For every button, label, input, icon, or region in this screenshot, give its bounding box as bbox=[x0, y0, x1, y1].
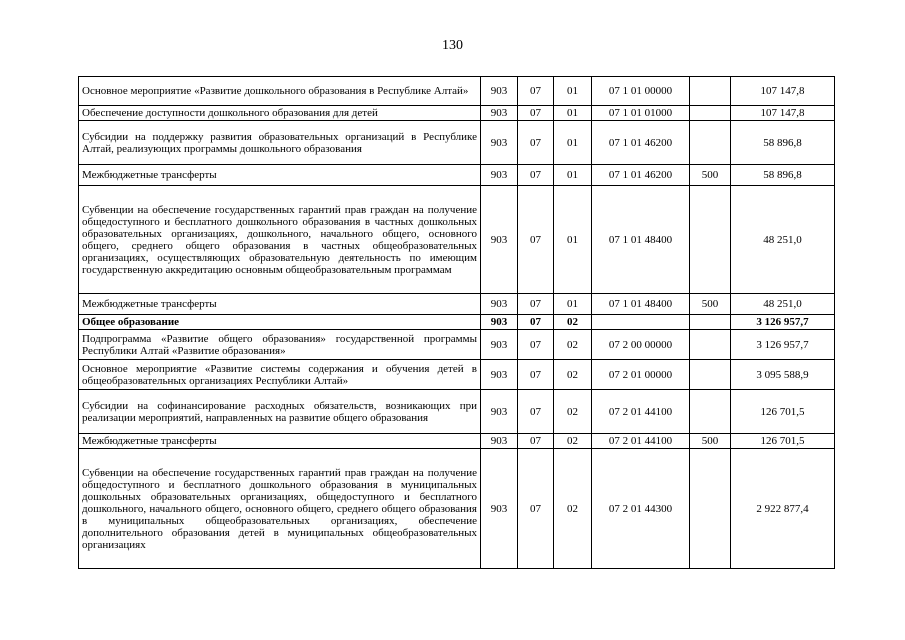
row-name: Основное мероприятие «Развитие дошкольного образования в Республике Алтай» bbox=[79, 77, 481, 106]
subsection-code: 02 bbox=[554, 390, 592, 434]
admin-code: 903 bbox=[481, 360, 518, 390]
admin-code: 903 bbox=[481, 330, 518, 360]
target-article: 07 1 01 46200 bbox=[592, 121, 690, 165]
table-row bbox=[79, 315, 835, 330]
section-code: 07 bbox=[518, 330, 554, 360]
subsection-code: 01 bbox=[554, 165, 592, 186]
amount: 126 701,5 bbox=[731, 390, 835, 434]
page-number: 130 bbox=[442, 38, 463, 53]
expense-type bbox=[690, 449, 731, 569]
amount: 3 126 957,7 bbox=[731, 330, 835, 360]
expense-type bbox=[690, 186, 731, 294]
subsection-code: 02 bbox=[554, 434, 592, 449]
target-article: 07 1 01 46200 bbox=[592, 165, 690, 186]
amount: 2 922 877,4 bbox=[731, 449, 835, 569]
section-code: 07 bbox=[518, 106, 554, 121]
row-name: Подпрограмма «Развитие общего образования» государственной программы Республики Алтай «Развитие образования» bbox=[79, 330, 481, 360]
expense-type: 500 bbox=[690, 294, 731, 315]
row-name: Основное мероприятие «Развитие системы содержания и обучения детей в общеобразовательных организациях Республики Алтай» bbox=[79, 360, 481, 390]
admin-code: 903 bbox=[481, 77, 518, 106]
target-article: 07 1 01 48400 bbox=[592, 186, 690, 294]
subsection-code: 02 bbox=[554, 315, 592, 330]
subsection-code: 02 bbox=[554, 449, 592, 569]
table-row bbox=[79, 106, 835, 121]
subsection-code: 02 bbox=[554, 360, 592, 390]
subsection-code: 01 bbox=[554, 77, 592, 106]
section-code: 07 bbox=[518, 315, 554, 330]
section-code: 07 bbox=[518, 294, 554, 315]
subsection-code: 02 bbox=[554, 330, 592, 360]
expense-type: 500 bbox=[690, 165, 731, 186]
amount: 58 896,8 bbox=[731, 121, 835, 165]
section-code: 07 bbox=[518, 77, 554, 106]
table-row bbox=[79, 330, 835, 360]
amount: 107 147,8 bbox=[731, 106, 835, 121]
section-code: 07 bbox=[518, 121, 554, 165]
row-name: Субсидии на поддержку развития образовательных организаций в Республике Алтай, реализующих программы дошкольного образования bbox=[79, 121, 481, 165]
amount: 48 251,0 bbox=[731, 186, 835, 294]
subsection-code: 01 bbox=[554, 106, 592, 121]
table-row bbox=[79, 121, 835, 165]
target-article: 07 2 01 44100 bbox=[592, 390, 690, 434]
section-code: 07 bbox=[518, 165, 554, 186]
admin-code: 903 bbox=[481, 449, 518, 569]
expense-type bbox=[690, 121, 731, 165]
target-article: 07 1 01 48400 bbox=[592, 294, 690, 315]
row-name: Межбюджетные трансферты bbox=[79, 294, 481, 315]
section-code: 07 bbox=[518, 186, 554, 294]
expense-type bbox=[690, 77, 731, 106]
section-code: 07 bbox=[518, 434, 554, 449]
subsection-code: 01 bbox=[554, 294, 592, 315]
table-row bbox=[79, 449, 835, 569]
admin-code: 903 bbox=[481, 106, 518, 121]
admin-code: 903 bbox=[481, 165, 518, 186]
section-code: 07 bbox=[518, 360, 554, 390]
section-code: 07 bbox=[518, 449, 554, 569]
subsection-code: 01 bbox=[554, 121, 592, 165]
admin-code: 903 bbox=[481, 315, 518, 330]
admin-code: 903 bbox=[481, 121, 518, 165]
admin-code: 903 bbox=[481, 390, 518, 434]
row-name: Общее образование bbox=[79, 315, 481, 330]
target-article: 07 2 00 00000 bbox=[592, 330, 690, 360]
section-code: 07 bbox=[518, 390, 554, 434]
amount: 3 095 588,9 bbox=[731, 360, 835, 390]
table-row bbox=[79, 186, 835, 294]
budget-table bbox=[78, 76, 835, 569]
table-row bbox=[79, 360, 835, 390]
row-name: Субсидии на софинансирование расходных обязательств, возникающих при реализации мероприятий, направленных на развитие общего образования bbox=[79, 390, 481, 434]
subsection-code: 01 bbox=[554, 186, 592, 294]
expense-type bbox=[690, 106, 731, 121]
target-article: 07 2 01 44100 bbox=[592, 434, 690, 449]
admin-code: 903 bbox=[481, 294, 518, 315]
table-row bbox=[79, 294, 835, 315]
table-row bbox=[79, 434, 835, 449]
table-row bbox=[79, 77, 835, 106]
expense-type bbox=[690, 390, 731, 434]
table-row bbox=[79, 165, 835, 186]
expense-type bbox=[690, 315, 731, 330]
amount: 107 147,8 bbox=[731, 77, 835, 106]
row-name: Межбюджетные трансферты bbox=[79, 165, 481, 186]
expense-type: 500 bbox=[690, 434, 731, 449]
target-article bbox=[592, 315, 690, 330]
expense-type bbox=[690, 330, 731, 360]
target-article: 07 2 01 44300 bbox=[592, 449, 690, 569]
amount: 126 701,5 bbox=[731, 434, 835, 449]
row-name: Межбюджетные трансферты bbox=[79, 434, 481, 449]
table-row bbox=[79, 390, 835, 434]
amount: 48 251,0 bbox=[731, 294, 835, 315]
row-name: Субвенции на обеспечение государственных гарантий прав граждан на получение общедоступного и бесплатного дошкольного образования в муниципальных дошкольных образовательных организациях, общедоступного и бесплатного дошкольного, начального общего, основного общего, среднего общего образования в муниципальных общеобразовательных организациях, обеспечение дополнительного образования детей в муниципальных общеобразовательных организациях bbox=[79, 449, 481, 569]
row-name: Субвенции на обеспечение государственных гарантий прав граждан на получение общедоступного и бесплатного дошкольного образования в частных дошкольных образовательных организациях, дошкольного, начального общего, основного общего, среднего общего образования в частных общеобразовательных организациях, осуществляющих образовательную деятельность по имеющим государственную аккредитацию основным общеобразовательным программам bbox=[79, 186, 481, 294]
amount: 58 896,8 bbox=[731, 165, 835, 186]
target-article: 07 1 01 01000 bbox=[592, 106, 690, 121]
expense-type bbox=[690, 360, 731, 390]
target-article: 07 2 01 00000 bbox=[592, 360, 690, 390]
amount: 3 126 957,7 bbox=[731, 315, 835, 330]
admin-code: 903 bbox=[481, 186, 518, 294]
admin-code: 903 bbox=[481, 434, 518, 449]
row-name: Обеспечение доступности дошкольного образования для детей bbox=[79, 106, 481, 121]
target-article: 07 1 01 00000 bbox=[592, 77, 690, 106]
